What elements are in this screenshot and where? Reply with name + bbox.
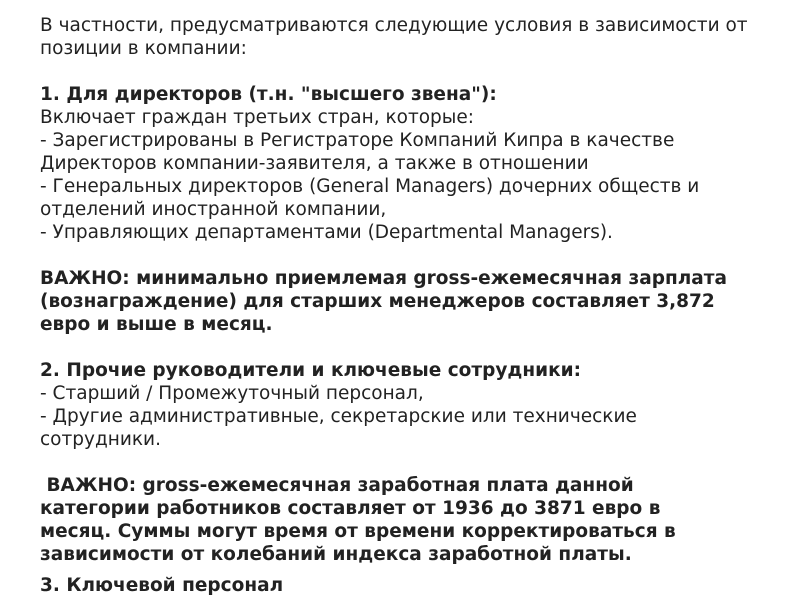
section-2-line: сотрудники. [40, 429, 161, 450]
document-body [40, 14, 780, 566]
paragraph-gap [40, 60, 780, 83]
section-2-heading: 2. Прочие руководители и ключевые сотрудники: [40, 360, 582, 381]
paragraph-gap [40, 336, 780, 359]
section-2-important: ВАЖНО: gross-ежемесячная заработная плата данной [40, 475, 634, 496]
paragraph-gap [40, 244, 780, 267]
cut-off-next-section [40, 574, 290, 596]
section-2-line: - Старший / Промежуточный персонал, [40, 383, 424, 404]
section-1-line: - Управляющих департаментами (Departmental Managers). [40, 222, 613, 243]
section-1-line: Директоров компании-заявителя, а также в отношении [40, 153, 589, 174]
section-2-important: категории работников составляет от 1936 до 3871 евро в [40, 498, 661, 519]
intro-line-1: В частности, предусматриваются следующие условия в зависимости от [40, 15, 748, 36]
section-1-line: - Генеральных директоров (General Managers) дочерних обществ и [40, 176, 700, 197]
section-1-line: Включает граждан третьих стран, которые: [40, 107, 475, 128]
section-1-important: евро и выше в месяц. [40, 314, 273, 335]
section-1-important: ВАЖНО: минимально приемлемая gross-ежемесячная зарплата [40, 268, 727, 289]
section-1-important: (вознаграждение) для старших менеджеров составляет 3,872 [40, 291, 715, 312]
section-2-important: месяц. Суммы могут время от времени корректироваться в [40, 521, 676, 542]
section-2-important: зависимости от колебаний индекса заработной платы. [40, 544, 632, 565]
paragraph-gap [40, 451, 780, 474]
section-3-heading-partial: 3. Ключевой персонал [40, 575, 284, 596]
section-1-heading: 1. Для директоров (т.н. "высшего звена"): [40, 84, 497, 105]
section-1-line: отделений иностранной компании, [40, 199, 387, 220]
section-2-line: - Другие административные, секретарские или технические [40, 406, 637, 427]
section-1-line: - Зарегистрированы в Регистраторе Компаний Кипра в качестве [40, 130, 675, 151]
intro-line-2: позиции в компании: [40, 38, 247, 59]
